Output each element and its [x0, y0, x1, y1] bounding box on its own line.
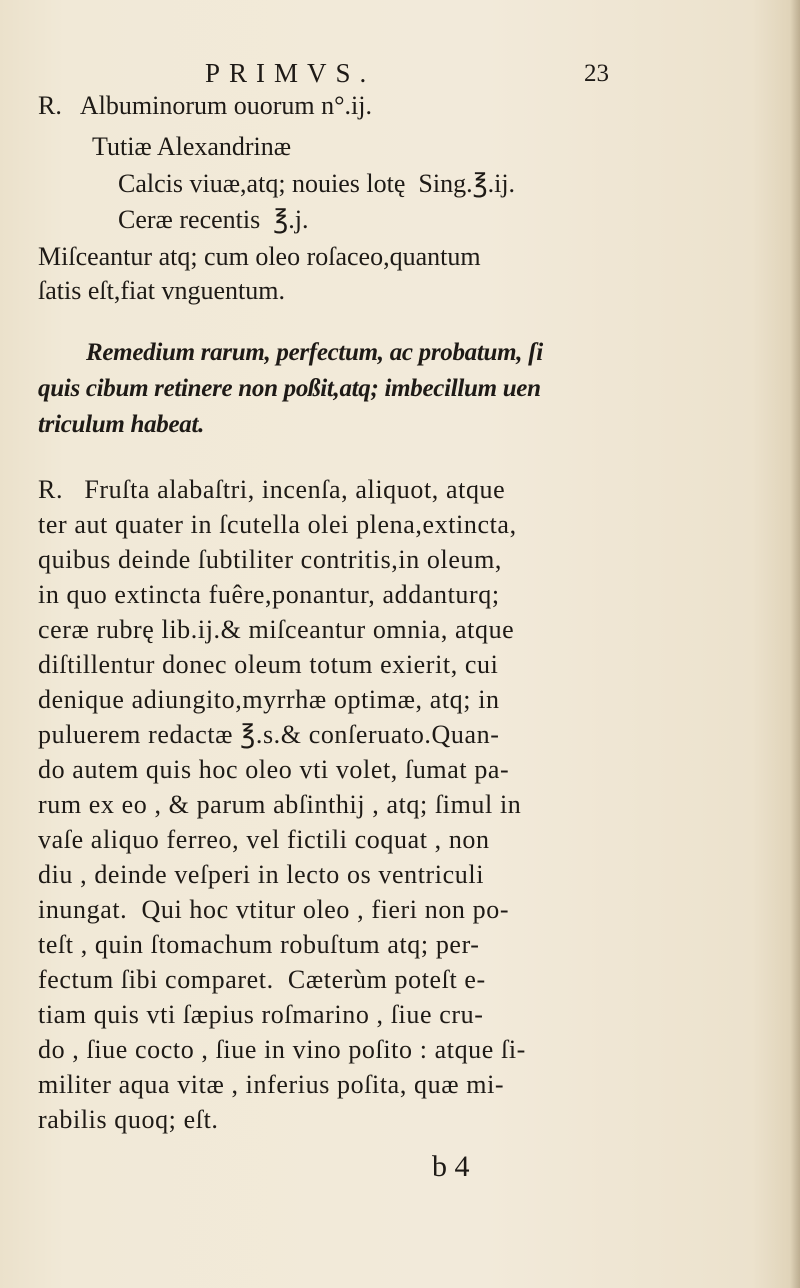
- text-line: ceræ rubrę lib.ij.& miſceantur omnia, atque: [38, 615, 515, 644]
- text-line: do autem quis hoc oleo vti volet, ſumat pa-: [38, 755, 510, 784]
- text-line: puluerem redactæ ℥.s.& conſeruato.Quan-: [38, 720, 500, 749]
- text-line: rum ex eo , & parum abſinthij , atq; ſimul in: [38, 790, 522, 819]
- page-number: 23: [584, 60, 609, 87]
- text-line: in quo extincta fuêre,ponantur, addanturq;: [38, 580, 500, 609]
- text-line: rabilis quoq; eſt.: [38, 1105, 219, 1134]
- recipe-line: Miſceantur atq; cum oleo roſaceo,quantum: [38, 242, 481, 271]
- text-line: denique adiungito,myrrhæ optimæ, atq; in: [38, 685, 500, 714]
- text-line: teſt , quin ſtomachum robuſtum atq; per-: [38, 930, 480, 959]
- heading-line: quis cibum retinere non poßit,atq; imbecillum uen: [38, 375, 541, 402]
- recipe-line: Ceræ recentis ℥.j.: [118, 205, 309, 234]
- text-line: tiam quis vti ſæpius roſmarino , ſiue cru-: [38, 1000, 484, 1029]
- text-line: quibus deinde ſubtiliter contritis,in oleum,: [38, 545, 503, 574]
- signature-mark: b 4: [432, 1150, 470, 1183]
- text-line: fectum ſibi comparet. Cæterùm poteſt e-: [38, 965, 486, 994]
- heading-line: Remedium rarum, perfectum, ac probatum, ſi: [86, 339, 543, 366]
- text-line: ter aut quater in ſcutella olei plena,extincta,: [38, 510, 517, 539]
- text-line: do , ſiue cocto , ſiue in vino poſito : atque ſi-: [38, 1035, 526, 1064]
- text-line: diu , deinde veſperi in lecto os ventriculi: [38, 860, 485, 889]
- text-line: R. Fruſta alabaſtri, incenſa, aliquot, atque: [38, 475, 506, 504]
- recipe-line: Calcis viuæ,atq; nouies lotę Sing.℥.ij.: [118, 169, 516, 198]
- recipe-line: R. Albuminorum ouorum n°.ij.: [38, 91, 372, 120]
- recipe-line: ſatis eſt,fiat vnguentum.: [38, 276, 285, 305]
- text-line: diſtillentur donec oleum totum exierit, cui: [38, 650, 499, 679]
- heading-line: triculum habeat.: [38, 411, 205, 438]
- page-edge-shadow: [790, 0, 800, 1288]
- running-title: PRIMVS.: [205, 58, 376, 88]
- text-line: inungat. Qui hoc vtitur oleo , fieri non po-: [38, 895, 510, 924]
- text-line: militer aqua vitæ , inferius poſita, quæ mi-: [38, 1070, 505, 1099]
- recipe-line: Tutiæ Alexandrinæ: [92, 132, 292, 161]
- text-line: vaſe aliquo ferreo, vel fictili coquat , non: [38, 825, 490, 854]
